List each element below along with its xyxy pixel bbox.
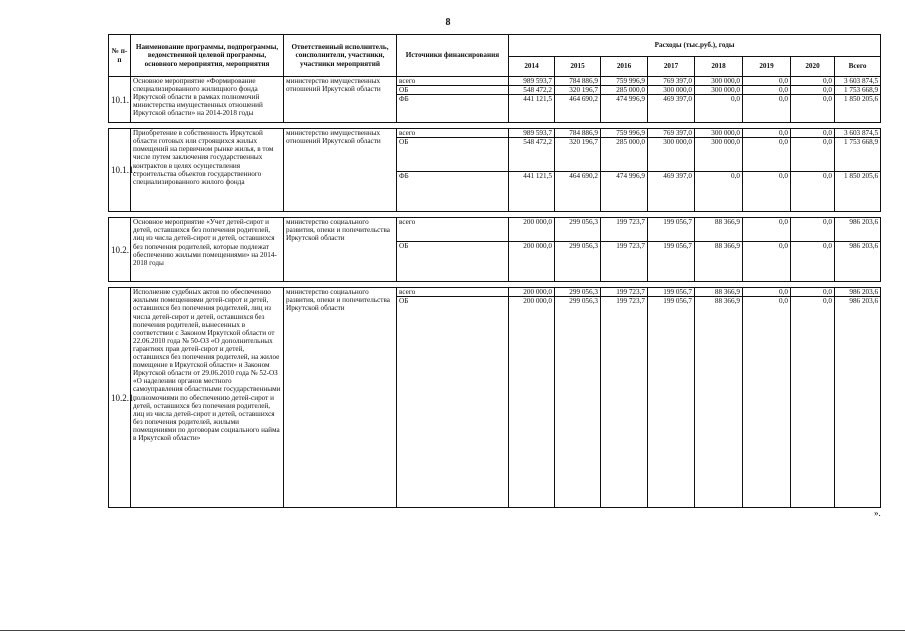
funding-source: ОБ xyxy=(397,242,509,282)
table-row xyxy=(109,129,881,138)
amount-cell: 88 366,9 xyxy=(695,297,743,508)
amount-cell: 0,0 xyxy=(743,95,791,123)
amount-cell: 0,0 xyxy=(791,172,835,212)
amount-cell: 199 723,7 xyxy=(601,288,648,297)
row-number: 10.1.1. xyxy=(109,129,131,212)
amount-total: 1 753 668,9 xyxy=(835,86,881,95)
funding-source: ФБ xyxy=(397,95,509,123)
page-number: 8 xyxy=(445,17,451,28)
amount-cell: 299 056,3 xyxy=(555,297,601,508)
amount-cell: 784 886,9 xyxy=(555,129,601,138)
amount-cell: 285 000,0 xyxy=(601,86,648,95)
amount-cell: 759 996,9 xyxy=(601,77,648,86)
row-number: 10.1. xyxy=(109,77,131,123)
amount-cell: 199 723,7 xyxy=(601,218,648,242)
amount-cell: 469 397,0 xyxy=(648,172,695,212)
funding-source: ОБ xyxy=(397,138,509,172)
amount-cell: 0,0 xyxy=(743,129,791,138)
header-year: 2019 xyxy=(743,57,791,77)
amount-cell: 0,0 xyxy=(743,77,791,86)
amount-cell: 0,0 xyxy=(743,288,791,297)
amount-cell: 200 000,0 xyxy=(509,288,555,297)
amount-cell: 300 000,0 xyxy=(695,77,743,86)
header-year: 2018 xyxy=(695,57,743,77)
amount-cell: 441 121,5 xyxy=(509,172,555,212)
amount-cell: 0,0 xyxy=(791,218,835,242)
amount-cell: 299 056,3 xyxy=(555,288,601,297)
amount-cell: 88 366,9 xyxy=(695,242,743,282)
amount-total: 3 603 874,5 xyxy=(835,129,881,138)
header-year: 2020 xyxy=(791,57,835,77)
amount-cell: 299 056,3 xyxy=(555,242,601,282)
funding-source: всего xyxy=(397,129,509,138)
amount-cell: 769 397,0 xyxy=(648,129,695,138)
header-total: Всего xyxy=(835,57,881,77)
amount-cell: 88 366,9 xyxy=(695,288,743,297)
amount-cell: 300 000,0 xyxy=(695,129,743,138)
amount-cell: 88 366,9 xyxy=(695,218,743,242)
amount-cell: 0,0 xyxy=(743,297,791,508)
table-body xyxy=(109,77,881,508)
amount-cell: 299 056,3 xyxy=(555,218,601,242)
closing-quote: ». xyxy=(874,508,881,518)
amount-cell: 989 593,7 xyxy=(509,129,555,138)
amount-cell: 474 996,9 xyxy=(601,95,648,123)
row-title: Исполнение судебных актов по обеспечению жилыми помещениями детей-сирот и детей, оставшихся без попечения родителей, лиц из числа детей-сирот и детей, оставшихся без попечения родителей, вынесенных в соответствии с Законом Иркутской области от 22.06.2010 года № 50-ОЗ «О дополнительных гарантиях прав детей-сирот и детей, оставшихся без попечения родителей, на жилое помещение в Иркутской области» и Законом Иркутской области от 29.06.2010 года № 52-ОЗ «О наделении органов местного самоуправления областными государственными полномочиями по обеспечению детей-сирот и детей, оставшихся без попечения родителей, лиц из числа детей-сирот и детей, оставшихся без попечения родителей, жилыми помещениями по договорам социального найма в Иркутской области» xyxy=(131,288,284,508)
funding-source: ОБ xyxy=(397,86,509,95)
header-year: 2015 xyxy=(555,57,601,77)
row-executor: министерство имущественных отношений Иркутской области xyxy=(284,129,397,212)
financing-table xyxy=(108,34,881,508)
amount-cell: 0,0 xyxy=(695,172,743,212)
row-executor: министерство имущественных отношений Иркутской области xyxy=(284,77,397,123)
row-executor: министерство социального развития, опеки и попечительства Иркутской области xyxy=(284,218,397,282)
amount-cell: 200 000,0 xyxy=(509,297,555,508)
amount-cell: 464 690,2 xyxy=(555,172,601,212)
amount-cell: 320 196,7 xyxy=(555,86,601,95)
amount-cell: 769 397,0 xyxy=(648,77,695,86)
amount-cell: 285 000,0 xyxy=(601,138,648,172)
funding-source: всего xyxy=(397,288,509,297)
amount-cell: 784 886,9 xyxy=(555,77,601,86)
amount-cell: 0,0 xyxy=(791,129,835,138)
amount-cell: 199 056,7 xyxy=(648,297,695,508)
amount-cell: 199 056,7 xyxy=(648,242,695,282)
amount-cell: 0,0 xyxy=(743,242,791,282)
amount-cell: 300 000,0 xyxy=(648,86,695,95)
amount-cell: 0,0 xyxy=(743,138,791,172)
amount-cell: 300 000,0 xyxy=(648,138,695,172)
amount-cell: 0,0 xyxy=(791,297,835,508)
amount-cell: 0,0 xyxy=(791,77,835,86)
header-executor: Ответственный исполнитель, соисполнители, участники, участники мероприятий xyxy=(284,35,397,77)
amount-cell: 199 723,7 xyxy=(601,297,648,508)
amount-cell: 200 000,0 xyxy=(509,242,555,282)
funding-source: ФБ xyxy=(397,172,509,212)
table-row xyxy=(109,77,881,86)
page-bottom-edge xyxy=(0,630,905,631)
amount-cell: 0,0 xyxy=(743,86,791,95)
amount-total: 986 203,6 xyxy=(835,242,881,282)
row-title: Основное мероприятие «Учет детей-сирот и детей, оставшихся без попечения родителей, лиц из числа детей-сирот и детей, оставшихся без попечения родителей, которые подлежат обеспечению жилыми помещениями» на 2014-2018 годы xyxy=(131,218,284,282)
amount-cell: 469 397,0 xyxy=(648,95,695,123)
row-executor: министерство социального развития, опеки и попечительства Иркутской области xyxy=(284,288,397,508)
amount-total: 3 603 874,5 xyxy=(835,77,881,86)
amount-cell: 0,0 xyxy=(791,288,835,297)
row-title: Основное мероприятие «Формирование специализированного жилищного фонда Иркутской области в рамках полномочий министерства имущественных отношений Иркутской области» на 2014-2018 годы xyxy=(131,77,284,123)
amount-total: 1 850 205,6 xyxy=(835,172,881,212)
amount-cell: 0,0 xyxy=(791,138,835,172)
header-source: Источники финансирования xyxy=(397,35,509,77)
amount-cell: 320 196,7 xyxy=(555,138,601,172)
row-number: 10.2.1. xyxy=(109,288,131,508)
amount-cell: 759 996,9 xyxy=(601,129,648,138)
funding-source: всего xyxy=(397,218,509,242)
amount-cell: 0,0 xyxy=(791,95,835,123)
amount-cell: 464 690,2 xyxy=(555,95,601,123)
amount-total: 986 203,6 xyxy=(835,297,881,508)
funding-source: всего xyxy=(397,77,509,86)
header-num: № п-п xyxy=(109,35,131,77)
amount-total: 1 850 205,6 xyxy=(835,95,881,123)
amount-cell: 989 593,7 xyxy=(509,77,555,86)
amount-cell: 0,0 xyxy=(743,218,791,242)
header-year: 2017 xyxy=(648,57,695,77)
amount-cell: 0,0 xyxy=(743,172,791,212)
amount-cell: 0,0 xyxy=(791,242,835,282)
table-row xyxy=(109,218,881,242)
row-number: 10.2. xyxy=(109,218,131,282)
amount-cell: 199 056,7 xyxy=(648,288,695,297)
amount-cell: 200 000,0 xyxy=(509,218,555,242)
amount-cell: 441 121,5 xyxy=(509,95,555,123)
amount-cell: 199 056,7 xyxy=(648,218,695,242)
header-expenses: Расходы (тыс.руб.), годы xyxy=(509,35,881,57)
amount-cell: 474 996,9 xyxy=(601,172,648,212)
amount-cell: 300 000,0 xyxy=(695,86,743,95)
amount-total: 1 753 668,9 xyxy=(835,138,881,172)
amount-cell: 548 472,2 xyxy=(509,86,555,95)
amount-cell: 199 723,7 xyxy=(601,242,648,282)
amount-cell: 300 000,0 xyxy=(695,138,743,172)
table-row xyxy=(109,288,881,297)
amount-total: 986 203,6 xyxy=(835,288,881,297)
header-name: Наименование программы, подпрограммы, ведомственной целевой программы, основного мероприятия, мероприятия xyxy=(131,35,284,77)
amount-cell: 0,0 xyxy=(791,86,835,95)
header-year: 2016 xyxy=(601,57,648,77)
amount-cell: 0,0 xyxy=(695,95,743,123)
amount-total: 986 203,6 xyxy=(835,218,881,242)
row-title: Приобретение в собственность Иркутской области готовых или строящихся жилых помещений на первичном рынке жилья, в том числе путем заключения государственных контрактов в целях осуществления строительства объектов государственного специализированного жилого фонда xyxy=(131,129,284,212)
amount-cell: 548 472,2 xyxy=(509,138,555,172)
header-year: 2014 xyxy=(509,57,555,77)
funding-source: ОБ xyxy=(397,297,509,508)
